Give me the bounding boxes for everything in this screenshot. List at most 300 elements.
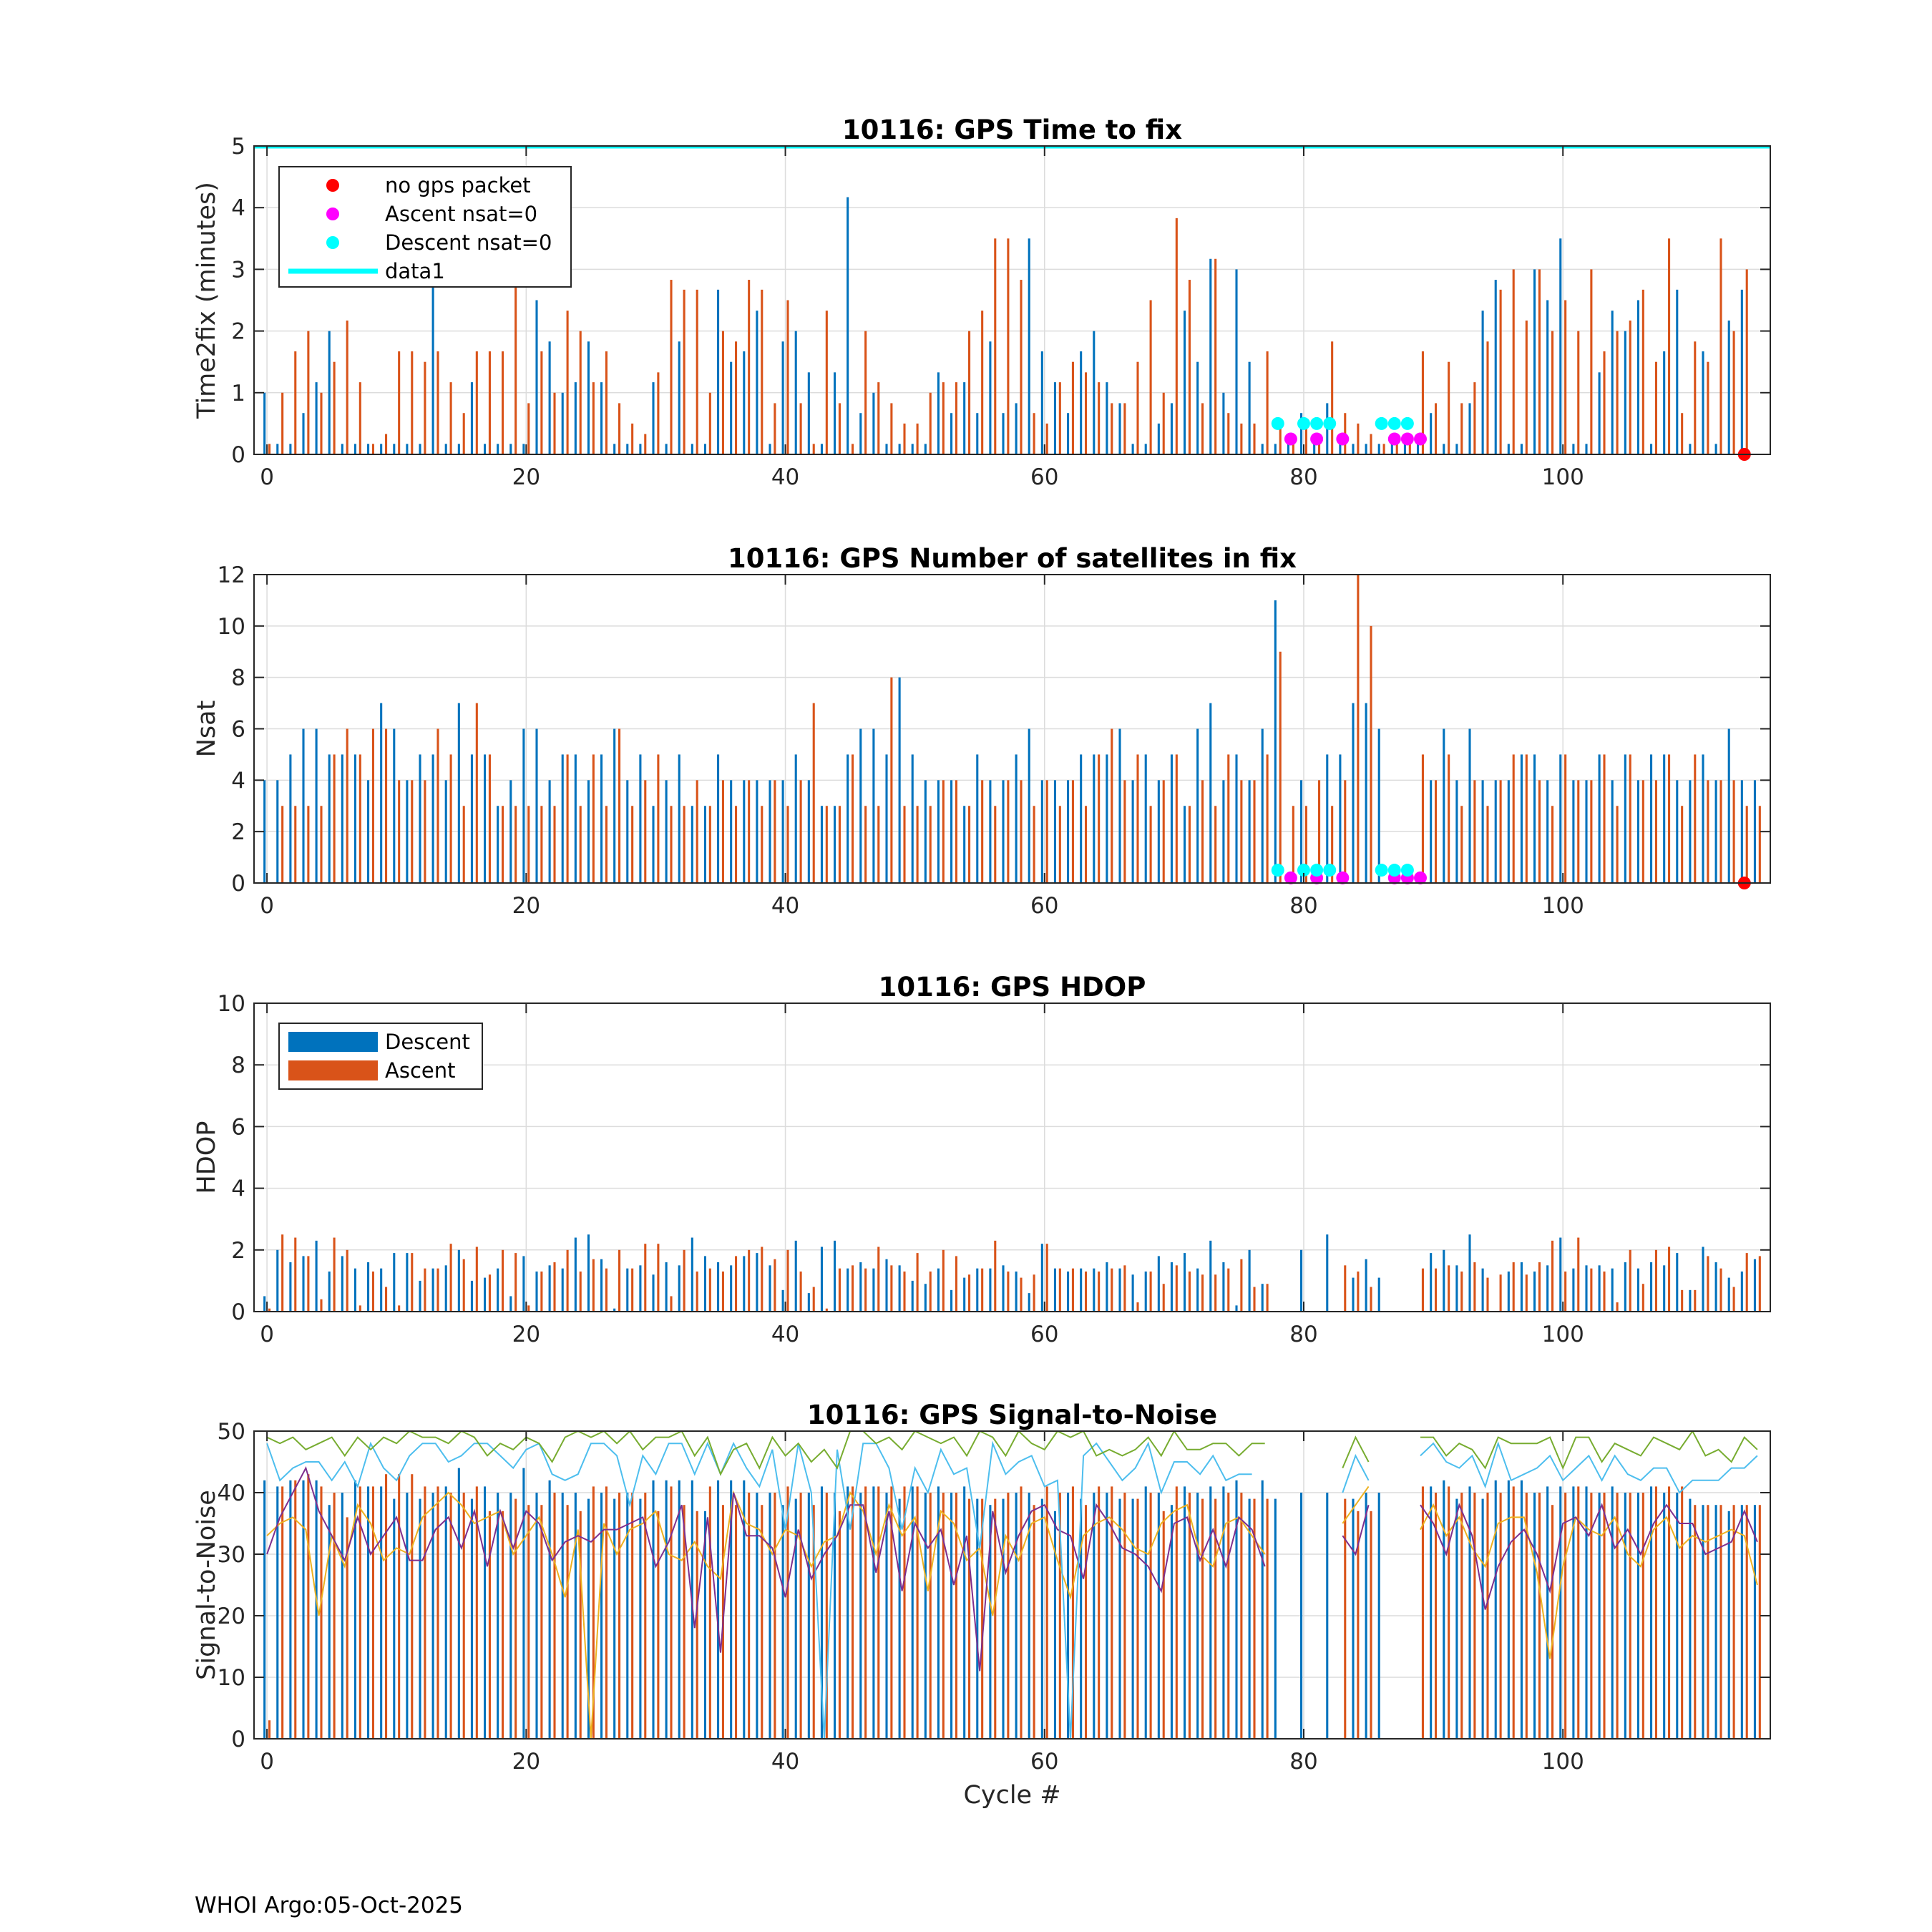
bar-ascent [1085, 806, 1087, 883]
bar-ascent [1098, 1486, 1100, 1739]
bar-descent [289, 754, 291, 883]
bar-descent [600, 382, 602, 454]
bar-ascent [994, 806, 996, 883]
bar-descent [1468, 1486, 1470, 1739]
bar-ascent [1500, 1274, 1502, 1312]
bar-ascent [436, 729, 439, 884]
bar-ascent [864, 1269, 867, 1312]
bar-descent [1326, 754, 1328, 883]
bar-ascent [748, 1493, 750, 1739]
bar-ascent [398, 1474, 400, 1739]
bar-ascent [1176, 754, 1178, 883]
bar-descent [1599, 754, 1601, 883]
bar-descent [549, 1265, 551, 1312]
bar-descent [549, 341, 551, 454]
bar-descent [1249, 1250, 1251, 1312]
bar-ascent [1694, 1290, 1696, 1312]
bar-descent [782, 1290, 784, 1312]
bar-ascent [502, 806, 504, 883]
bar-descent [1028, 729, 1030, 884]
bar-ascent [268, 444, 270, 454]
bar-ascent [411, 1474, 413, 1739]
bar-ascent [1733, 1287, 1735, 1312]
bar-ascent [1046, 780, 1048, 883]
legend-label: Ascent nsat=0 [385, 202, 538, 226]
bar-descent [1468, 1234, 1470, 1312]
chart-title: 10116: GPS HDOP [878, 972, 1146, 1002]
bar-descent [691, 1238, 693, 1312]
bar-descent [821, 806, 823, 883]
bar-descent [1689, 780, 1691, 883]
bar-ascent [1176, 1486, 1178, 1739]
bar-descent [1184, 1486, 1186, 1739]
bar-ascent [1163, 1284, 1165, 1312]
bar-descent [522, 1468, 525, 1739]
bar-ascent [1759, 1256, 1761, 1312]
bar-ascent [1629, 1493, 1631, 1739]
bar-ascent [1629, 321, 1631, 454]
bar-ascent [1526, 321, 1528, 454]
bar-descent [575, 1493, 577, 1739]
bar-descent [535, 729, 537, 884]
bar-ascent [864, 331, 867, 454]
bar-descent [847, 1269, 849, 1312]
bar-ascent [1072, 780, 1074, 883]
bar-ascent [903, 806, 905, 883]
bar-descent [1624, 754, 1626, 883]
bar-descent [847, 197, 849, 454]
bar-descent [1741, 1272, 1743, 1312]
bar-ascent [411, 780, 413, 883]
bar-descent [613, 444, 615, 454]
bar-descent [1637, 780, 1639, 883]
bar-ascent [1486, 341, 1488, 454]
bar-descent [522, 729, 525, 884]
y-tick-label: 0 [231, 1727, 245, 1752]
bar-ascent [411, 1253, 413, 1312]
bar-descent [419, 1499, 421, 1739]
bar-ascent [657, 1511, 659, 1739]
bar-ascent [372, 1272, 374, 1312]
bar-descent [302, 413, 304, 454]
bar-descent [549, 780, 551, 883]
bar-descent [354, 754, 356, 883]
legend-swatch [288, 1060, 378, 1080]
bar-descent [419, 444, 421, 454]
y-axis-label: HDOP [192, 1121, 221, 1194]
marker-ascent-nsat-0 [1284, 432, 1297, 445]
bar-ascent [527, 1305, 530, 1312]
x-tick-label: 20 [512, 893, 541, 919]
y-tick-label: 10 [217, 1665, 245, 1691]
bar-descent [1145, 1486, 1147, 1739]
bar-descent [1352, 1278, 1354, 1312]
bar-descent [484, 1278, 486, 1312]
bar-ascent [1098, 1272, 1100, 1312]
bar-ascent [1513, 754, 1515, 883]
bar-ascent [424, 1486, 426, 1739]
bar-descent [639, 444, 641, 454]
bar-ascent [1409, 444, 1411, 454]
bar-ascent [1344, 780, 1346, 883]
bar-ascent [1746, 1253, 1748, 1312]
bar-descent [1339, 754, 1341, 883]
bar-descent [1274, 1499, 1277, 1739]
footer-text: WHOI Argo:05-Oct-2025 [195, 1893, 464, 1918]
bar-ascent [1538, 1493, 1541, 1739]
bar-descent [613, 729, 615, 884]
bar-ascent [463, 413, 465, 454]
bar-ascent [968, 1499, 970, 1739]
bar-descent [1093, 754, 1095, 883]
bar-descent [1430, 1486, 1432, 1739]
bar-ascent [813, 1287, 815, 1312]
bar-ascent [463, 806, 465, 883]
bar-ascent [463, 1259, 465, 1312]
bar-ascent [1473, 382, 1475, 454]
bar-ascent [786, 301, 789, 455]
x-tick-label: 80 [1289, 893, 1318, 919]
chart-panel-4 [192, 1400, 1770, 1810]
bar-ascent [1136, 1302, 1138, 1312]
bar-ascent [696, 290, 698, 454]
bar-ascent [281, 393, 283, 454]
bar-ascent [1629, 1250, 1631, 1312]
bar-descent [1585, 780, 1587, 883]
bar-descent [445, 444, 447, 454]
bar-ascent [1201, 403, 1204, 454]
bar-ascent [1473, 1262, 1475, 1312]
bar-descent [924, 444, 927, 454]
bar-ascent [1020, 1486, 1022, 1739]
y-tick-label: 2 [231, 1237, 245, 1264]
bar-ascent [1046, 1244, 1048, 1312]
bar-ascent [1344, 1499, 1346, 1739]
legend-marker [326, 208, 339, 220]
bar-descent [1663, 1265, 1665, 1312]
y-tick-label: 2 [231, 819, 245, 846]
bar-ascent [1564, 1272, 1566, 1312]
bar-ascent [1123, 1265, 1126, 1312]
bar-descent [1559, 1486, 1561, 1739]
bar-ascent [709, 1486, 711, 1739]
bar-ascent [320, 393, 322, 454]
bar-ascent [540, 1505, 542, 1739]
bar-descent [341, 444, 343, 454]
bar-ascent [1655, 780, 1657, 883]
bar-ascent [722, 331, 724, 454]
bar-ascent [1176, 218, 1178, 454]
marker-descent-nsat-0 [1388, 417, 1401, 430]
bar-ascent [942, 1493, 945, 1739]
x-tick-label: 40 [771, 464, 800, 490]
bar-descent [1235, 1305, 1237, 1312]
marker-ascent-nsat-0 [1336, 432, 1349, 445]
bar-descent [1015, 754, 1018, 883]
bar-ascent [1007, 780, 1009, 883]
bar-ascent [890, 678, 892, 883]
bar-ascent [294, 806, 296, 883]
bar-ascent [411, 351, 413, 454]
bar-ascent [307, 1474, 309, 1739]
bar-descent [1249, 1499, 1251, 1739]
bar-ascent [320, 1299, 322, 1312]
bar-ascent [1357, 1272, 1359, 1312]
bar-descent [1222, 1486, 1224, 1739]
bar-descent [1689, 1499, 1691, 1739]
bar-descent [704, 444, 706, 454]
bar-ascent [618, 403, 620, 454]
bar-ascent [1564, 1493, 1566, 1739]
bar-ascent [1253, 780, 1255, 883]
bar-descent [613, 1499, 615, 1739]
marker-descent-nsat-0 [1297, 417, 1310, 430]
x-tick-label: 80 [1289, 1322, 1318, 1347]
bar-ascent [1590, 1269, 1592, 1312]
bar-descent [1300, 1493, 1302, 1739]
bar-ascent [1564, 754, 1566, 883]
bar-descent [665, 1480, 668, 1739]
bar-ascent [774, 1493, 776, 1739]
bar-descent [562, 393, 564, 454]
bar-descent [1599, 1265, 1601, 1312]
bar-descent [419, 1281, 421, 1312]
bar-descent [859, 1493, 862, 1739]
bar-descent [1702, 754, 1704, 883]
x-tick-label: 80 [1289, 1749, 1318, 1775]
bar-ascent [618, 729, 620, 884]
bar-descent [1196, 1493, 1199, 1739]
bar-descent [834, 1241, 836, 1312]
bar-descent [782, 780, 784, 883]
bar-descent [1715, 444, 1717, 454]
bar-ascent [1033, 413, 1035, 454]
bar-ascent [852, 1265, 854, 1312]
y-tick-label: 4 [231, 1176, 245, 1202]
bar-descent [769, 780, 771, 883]
bar-ascent [1759, 1505, 1761, 1739]
bar-ascent [774, 780, 776, 883]
bar-descent [1196, 1269, 1199, 1312]
bar-descent [1443, 729, 1445, 884]
bar-ascent [1085, 372, 1087, 454]
bar-descent [1378, 1493, 1380, 1739]
y-tick-label: 8 [231, 1053, 245, 1079]
bar-ascent [1577, 1486, 1579, 1739]
bar-descent [626, 1269, 628, 1312]
bar-ascent [1072, 1269, 1074, 1312]
bar-ascent [1150, 301, 1152, 455]
bar-descent [756, 1253, 758, 1312]
bar-ascent [786, 1486, 789, 1739]
bar-ascent [592, 382, 595, 454]
bar-ascent [1577, 331, 1579, 454]
marker-ascent-nsat-0 [1401, 432, 1414, 445]
bar-ascent [1642, 1284, 1644, 1312]
marker-descent-nsat-0 [1401, 864, 1414, 877]
bar-ascent [735, 806, 737, 883]
bar-descent [1249, 362, 1251, 454]
bar-descent [263, 1480, 265, 1739]
bar-ascent [1033, 1274, 1035, 1312]
bar-descent [380, 703, 382, 883]
bar-descent [432, 754, 434, 883]
bar-ascent [1719, 780, 1722, 883]
bar-descent [847, 754, 849, 883]
bar-ascent [1448, 1486, 1450, 1739]
bar-ascent [1331, 341, 1333, 454]
y-tick-label: 1 [231, 380, 245, 406]
bar-ascent [786, 1250, 789, 1312]
bar-ascent [1150, 806, 1152, 883]
bar-ascent [1642, 290, 1644, 454]
bar-descent [587, 341, 590, 454]
bar-descent [354, 444, 356, 454]
bar-descent [1132, 1499, 1134, 1739]
marker-descent-nsat-0 [1272, 864, 1284, 877]
bar-descent [924, 780, 927, 883]
bar-descent [1067, 1272, 1069, 1312]
x-tick-label: 40 [771, 893, 800, 919]
bar-ascent [1163, 1511, 1165, 1739]
bar-ascent [1486, 806, 1488, 883]
bar-ascent [1500, 780, 1502, 883]
bar-descent [652, 1480, 654, 1739]
bar-ascent [1513, 269, 1515, 454]
bar-ascent [1759, 806, 1761, 883]
bar-descent [341, 1493, 343, 1739]
x-axis-label: Cycle # [963, 1781, 1061, 1810]
bar-descent [950, 1493, 952, 1739]
bar-ascent [1538, 269, 1541, 454]
bar-descent [1663, 754, 1665, 883]
bar-descent [1455, 1499, 1458, 1739]
bar-ascent [1383, 444, 1385, 454]
bar-ascent [553, 1262, 555, 1312]
bar-ascent [917, 1253, 919, 1312]
bar-ascent [709, 806, 711, 883]
bar-descent [665, 780, 668, 883]
bar-ascent [890, 1265, 892, 1312]
bar-descent [497, 444, 499, 454]
bar-ascent [527, 1505, 530, 1739]
bar-ascent [540, 806, 542, 883]
bar-ascent [761, 1505, 763, 1739]
bar-descent [1650, 754, 1652, 883]
x-tick-label: 100 [1541, 1749, 1584, 1775]
bar-ascent [981, 311, 983, 454]
bar-descent [859, 413, 862, 454]
bar-descent [1508, 780, 1510, 883]
bar-ascent [385, 1474, 387, 1739]
bar-descent [1313, 444, 1315, 454]
bar-ascent [800, 403, 802, 454]
bar-ascent [268, 1720, 270, 1739]
bar-ascent [514, 1499, 517, 1739]
bar-descent [912, 1281, 914, 1312]
bar-ascent [1642, 1493, 1644, 1739]
bar-ascent [657, 754, 659, 883]
bar-descent [276, 780, 278, 883]
bar-ascent [294, 1238, 296, 1312]
bar-descent [1546, 780, 1548, 883]
bar-descent [1689, 1290, 1691, 1312]
bar-ascent [839, 403, 841, 454]
bar-descent [380, 1486, 382, 1739]
bar-ascent [864, 806, 867, 883]
bar-ascent [592, 1259, 595, 1312]
bar-ascent [580, 806, 582, 883]
bar-ascent [1655, 1250, 1657, 1312]
bar-ascent [450, 754, 452, 883]
bar-descent [743, 1256, 745, 1312]
bar-ascent [683, 1250, 686, 1312]
bar-descent [691, 444, 693, 454]
bar-ascent [1046, 424, 1048, 454]
bar-descent [1365, 1493, 1367, 1739]
bar-ascent [1370, 626, 1372, 883]
bar-ascent [1486, 1278, 1488, 1312]
bar-descent [509, 444, 512, 454]
bar-ascent [567, 754, 569, 883]
bar-descent [1158, 780, 1160, 883]
bar-ascent [1435, 403, 1437, 454]
bar-descent [1145, 754, 1147, 883]
bar-ascent [670, 1486, 672, 1739]
bar-descent [1106, 1493, 1108, 1739]
bar-descent [1106, 754, 1108, 883]
bar-descent [1287, 444, 1289, 454]
bar-ascent [1318, 444, 1320, 454]
bar-descent [458, 703, 460, 883]
bar-descent [1559, 1238, 1561, 1312]
bar-descent [458, 444, 460, 454]
bar-descent [1728, 1278, 1730, 1312]
bar-ascent [774, 403, 776, 454]
bar-descent [535, 1272, 537, 1312]
bar-ascent [436, 1269, 439, 1312]
bar-descent [276, 444, 278, 454]
bar-ascent [1136, 362, 1138, 454]
bar-ascent [1526, 1274, 1528, 1312]
bar-ascent [930, 806, 932, 883]
bar-descent [1702, 351, 1704, 454]
bar-ascent [1201, 780, 1204, 883]
bar-descent [1468, 729, 1470, 884]
chart-title: 10116: GPS Number of satellites in fix [727, 543, 1297, 574]
bar-ascent [1681, 1486, 1683, 1739]
bar-descent [899, 1265, 901, 1312]
bar-ascent [385, 729, 387, 884]
bar-ascent [514, 1253, 517, 1312]
bar-ascent [826, 806, 828, 883]
bar-descent [1365, 1259, 1367, 1312]
bar-ascent [1370, 1511, 1372, 1739]
bar-ascent [631, 424, 633, 454]
bar-ascent [359, 1305, 361, 1312]
bar-descent [1585, 1265, 1587, 1312]
bar-ascent [670, 280, 672, 454]
bar-ascent [942, 382, 945, 454]
plot-area [263, 1431, 1761, 1739]
legend [279, 1023, 482, 1089]
bar-ascent [281, 1234, 283, 1312]
bar-descent [1482, 311, 1484, 454]
bar-ascent [1668, 238, 1670, 454]
bar-descent [717, 754, 719, 883]
bar-ascent [294, 351, 296, 454]
bar-descent [678, 1265, 680, 1312]
